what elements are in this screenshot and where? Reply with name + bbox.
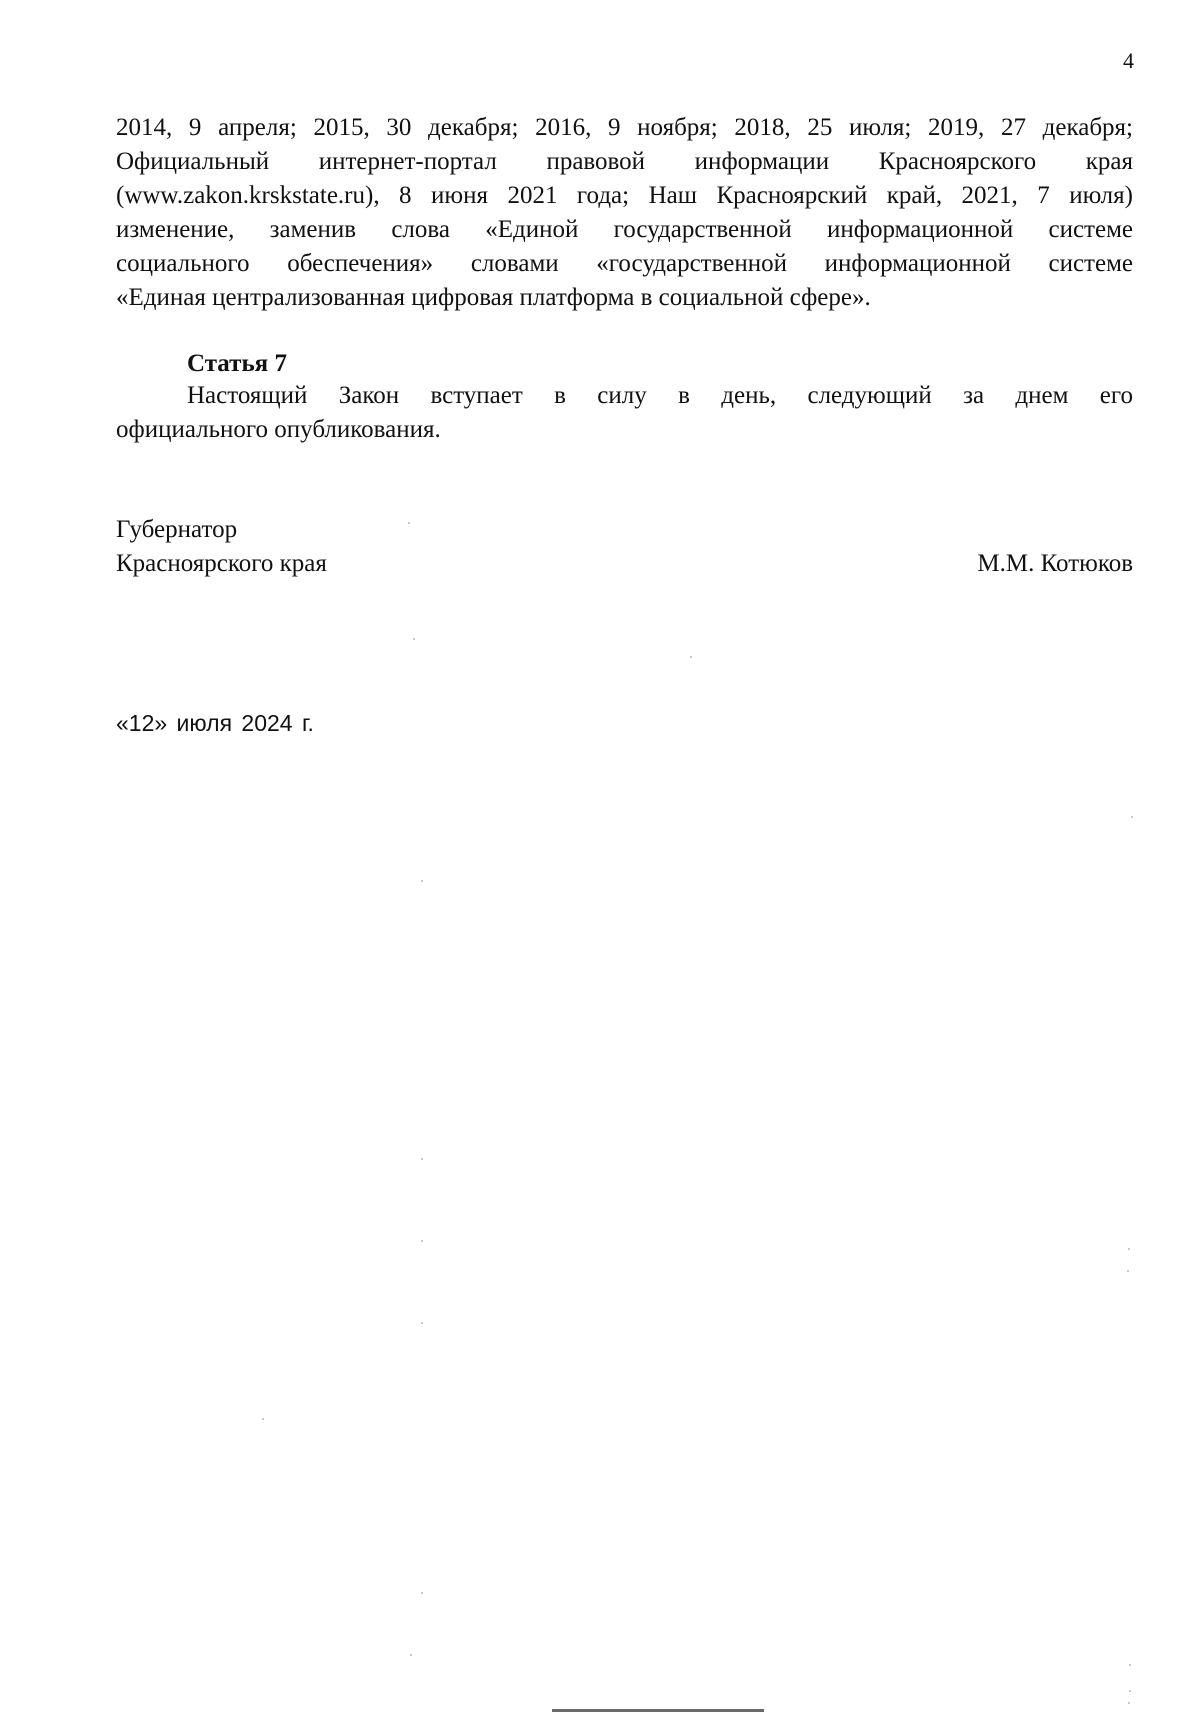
scan-speck (690, 656, 692, 658)
signing-date: «12» июля 2024 г. (116, 710, 314, 736)
scan-speck (408, 522, 410, 524)
signature-block (116, 513, 1133, 581)
scan-speck (1131, 816, 1133, 818)
scan-speck (421, 880, 423, 882)
scan-speck (421, 1240, 423, 1242)
text-line: 2014, 9 апреля; 2015, 30 декабря; 2016, 9 ноября; 2018, 25 июля; 2019, 27 декабря; (116, 114, 1133, 141)
scan-speck (421, 1322, 423, 1324)
signatory-name: М.М. Котюков (977, 550, 1133, 577)
text-line: Настоящий Закон вступает в силу в день, следующий за днем его (187, 382, 1133, 409)
scan-speck (413, 638, 415, 640)
continuation-paragraph (116, 111, 1133, 315)
scan-speck (1127, 1270, 1129, 1272)
page-number: 4 (1123, 48, 1134, 73)
text-line: социального обеспечения» словами «государственной информационной системе (116, 250, 1133, 277)
text-line: Официальный интернет-портал правовой информации Красноярского края (116, 148, 1133, 175)
signature-title-line1: Губернатор (116, 516, 238, 543)
signature-title-line2: Красноярского края (116, 550, 327, 577)
scan-speck (1128, 1248, 1130, 1250)
text-line: официального опубликования. (116, 416, 441, 443)
text-line: изменение, заменив слова «Единой государственной информационной системе (116, 216, 1133, 243)
scan-speck (421, 1158, 423, 1160)
scan-speck (262, 1418, 264, 1420)
text-line: (www.zakon.krskstate.ru), 8 июня 2021 года; Наш Красноярский край, 2021, 7 июля) (116, 182, 1133, 209)
scan-speck (1129, 1690, 1131, 1692)
scan-speck (410, 1654, 412, 1656)
article-heading: Статья 7 (187, 350, 287, 377)
text-line: «Единая централизованная цифровая платформа в социальной сфере». (116, 284, 871, 311)
scan-speck (421, 1592, 423, 1594)
article-paragraph (116, 379, 1133, 447)
scan-speck (1129, 1664, 1131, 1666)
scan-speck (1128, 1702, 1130, 1704)
